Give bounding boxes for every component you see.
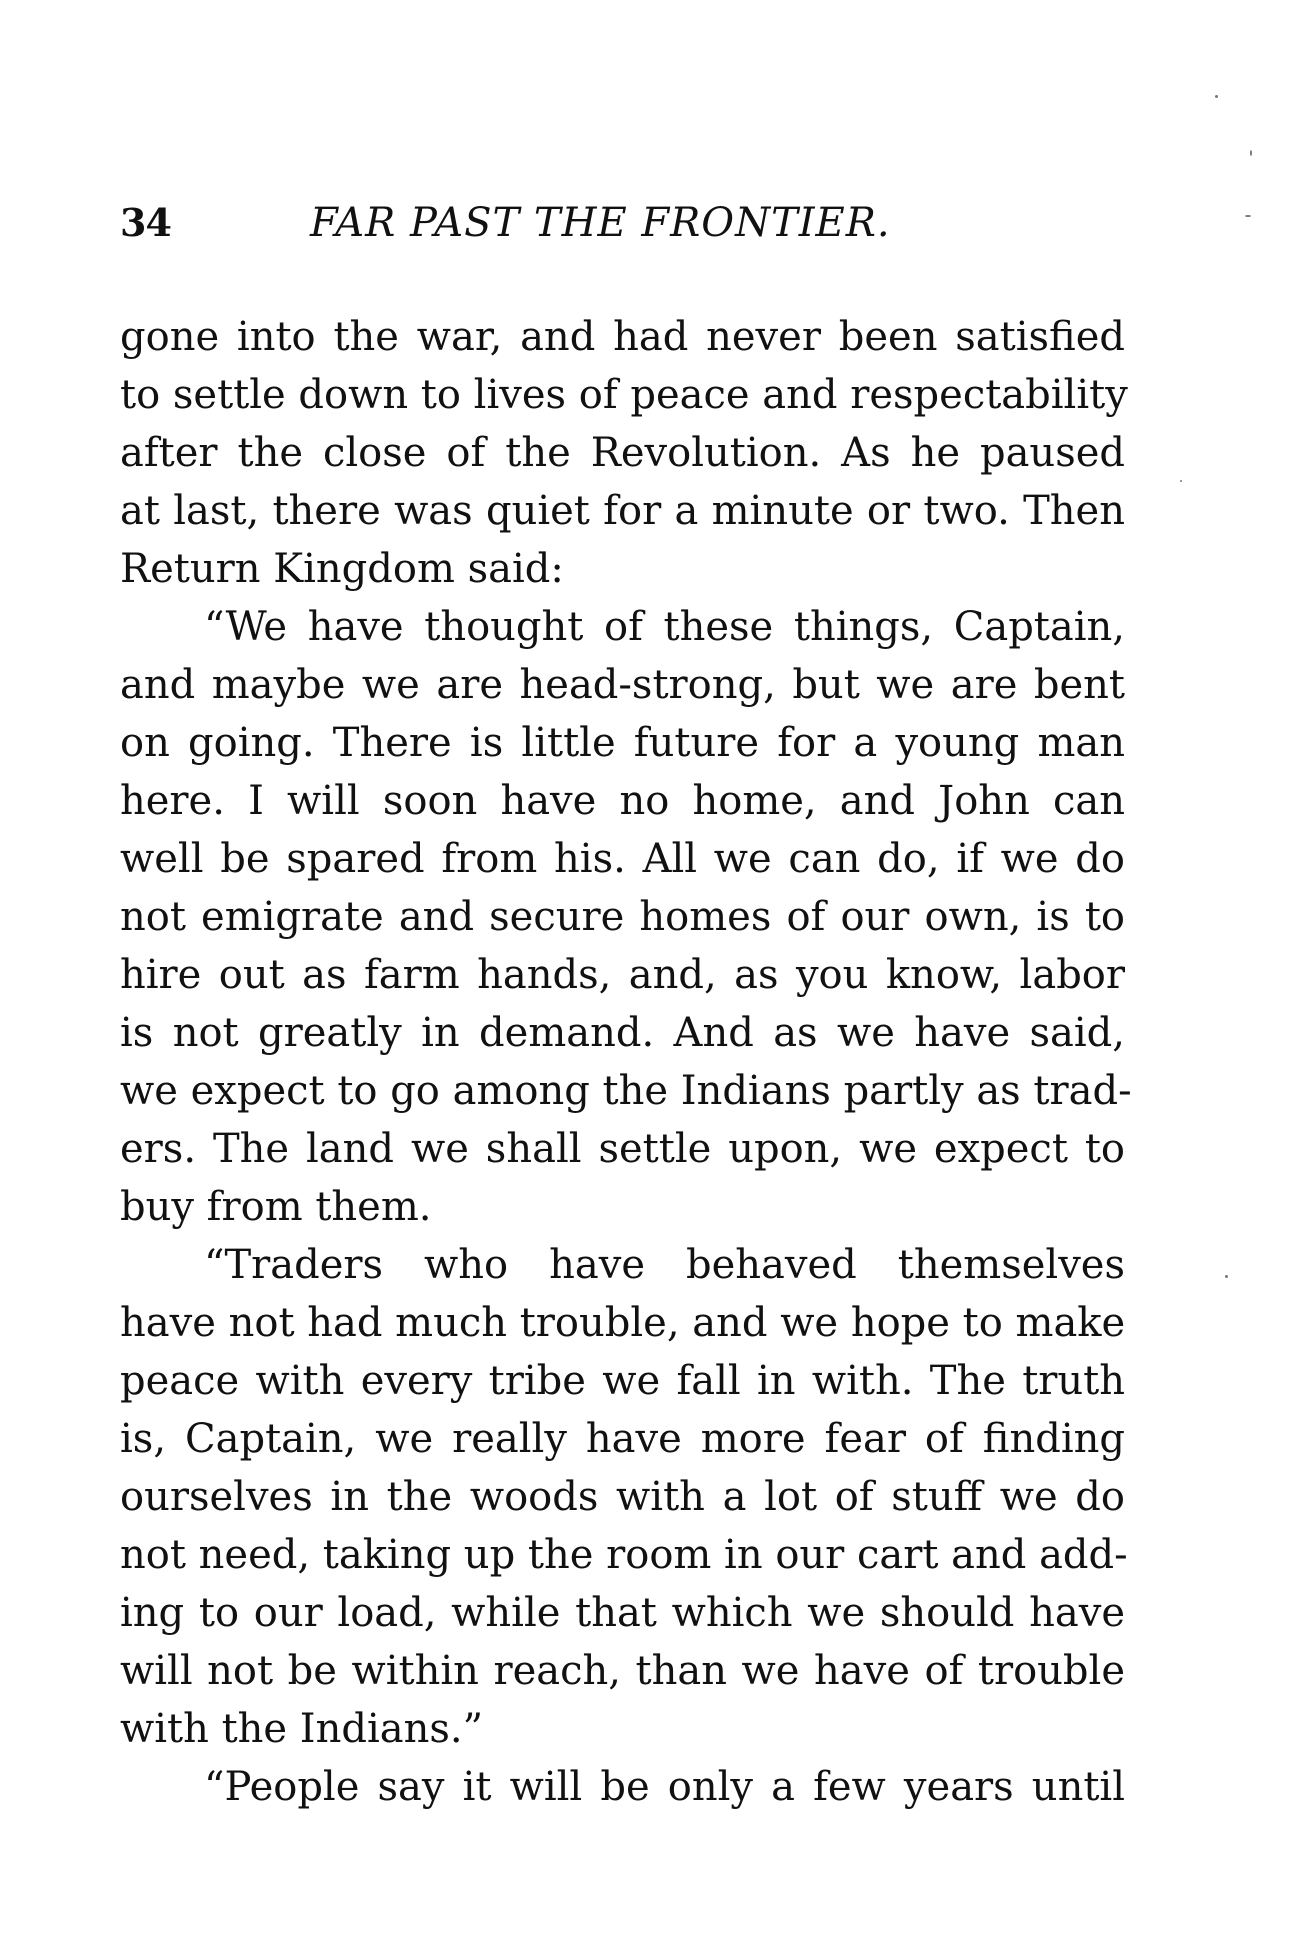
text-line: Return Kingdom said:: [120, 546, 564, 592]
text-line: ourselves in the woods with a lot of stuff we do: [120, 1474, 1125, 1520]
text-line: buy from them.: [120, 1184, 432, 1230]
text-line: not need, taking up the room in our cart and add-: [120, 1532, 1128, 1578]
text-line: “Traders who have behaved themselves: [204, 1242, 1125, 1288]
text-line: peace with every tribe we fall in with. The truth: [120, 1358, 1125, 1404]
text-line: have not had much trouble, and we hope to make: [120, 1300, 1126, 1346]
scan-speck: [1250, 150, 1252, 156]
text-line: here. I will soon have no home, and John can: [120, 778, 1125, 824]
text-line: after the close of the Revolution. As he paused: [120, 430, 1125, 476]
text-line: at last, there was quiet for a minute or two. Then: [120, 488, 1125, 534]
text-line: not emigrate and secure homes of our own, is to: [120, 894, 1125, 940]
text-line: hire out as farm hands, and, as you know, labor: [120, 952, 1125, 998]
text-line: “People say it will be only a few years until: [204, 1764, 1125, 1810]
text-line: ers. The land we shall settle upon, we expect to: [120, 1126, 1125, 1172]
text-line: is, Captain, we really have more fear of finding: [120, 1416, 1125, 1462]
text-line: will not be within reach, than we have of trouble: [120, 1648, 1125, 1694]
text-line: is not greatly in demand. And as we have said,: [120, 1010, 1125, 1056]
text-line: well be spared from his. All we can do, if we do: [120, 836, 1125, 882]
text-line: gone into the war, and had never been satisfied: [120, 314, 1125, 360]
text-line: ing to our load, while that which we should have: [120, 1590, 1125, 1636]
text-line: we expect to go among the Indians partly as trad-: [120, 1068, 1132, 1114]
running-title: FAR PAST THE FRONTIER.: [310, 200, 891, 246]
scan-speck: [1245, 215, 1251, 217]
body-text: [120, 308, 1132, 1816]
text-line: and maybe we are head-strong, but we are bent: [120, 662, 1125, 708]
text-line: “We have thought of these things, Captain,: [204, 604, 1125, 650]
text-line: on going. There is little future for a young man: [120, 720, 1125, 766]
running-header: [120, 200, 1100, 260]
scan-speck: [1225, 1275, 1228, 1278]
scan-speck: [1180, 480, 1182, 482]
scan-speck: [1215, 95, 1218, 98]
text-line: with the Indians.”: [120, 1706, 484, 1752]
page-number: 34: [120, 200, 171, 245]
text-line: to settle down to lives of peace and respectability: [120, 372, 1128, 418]
